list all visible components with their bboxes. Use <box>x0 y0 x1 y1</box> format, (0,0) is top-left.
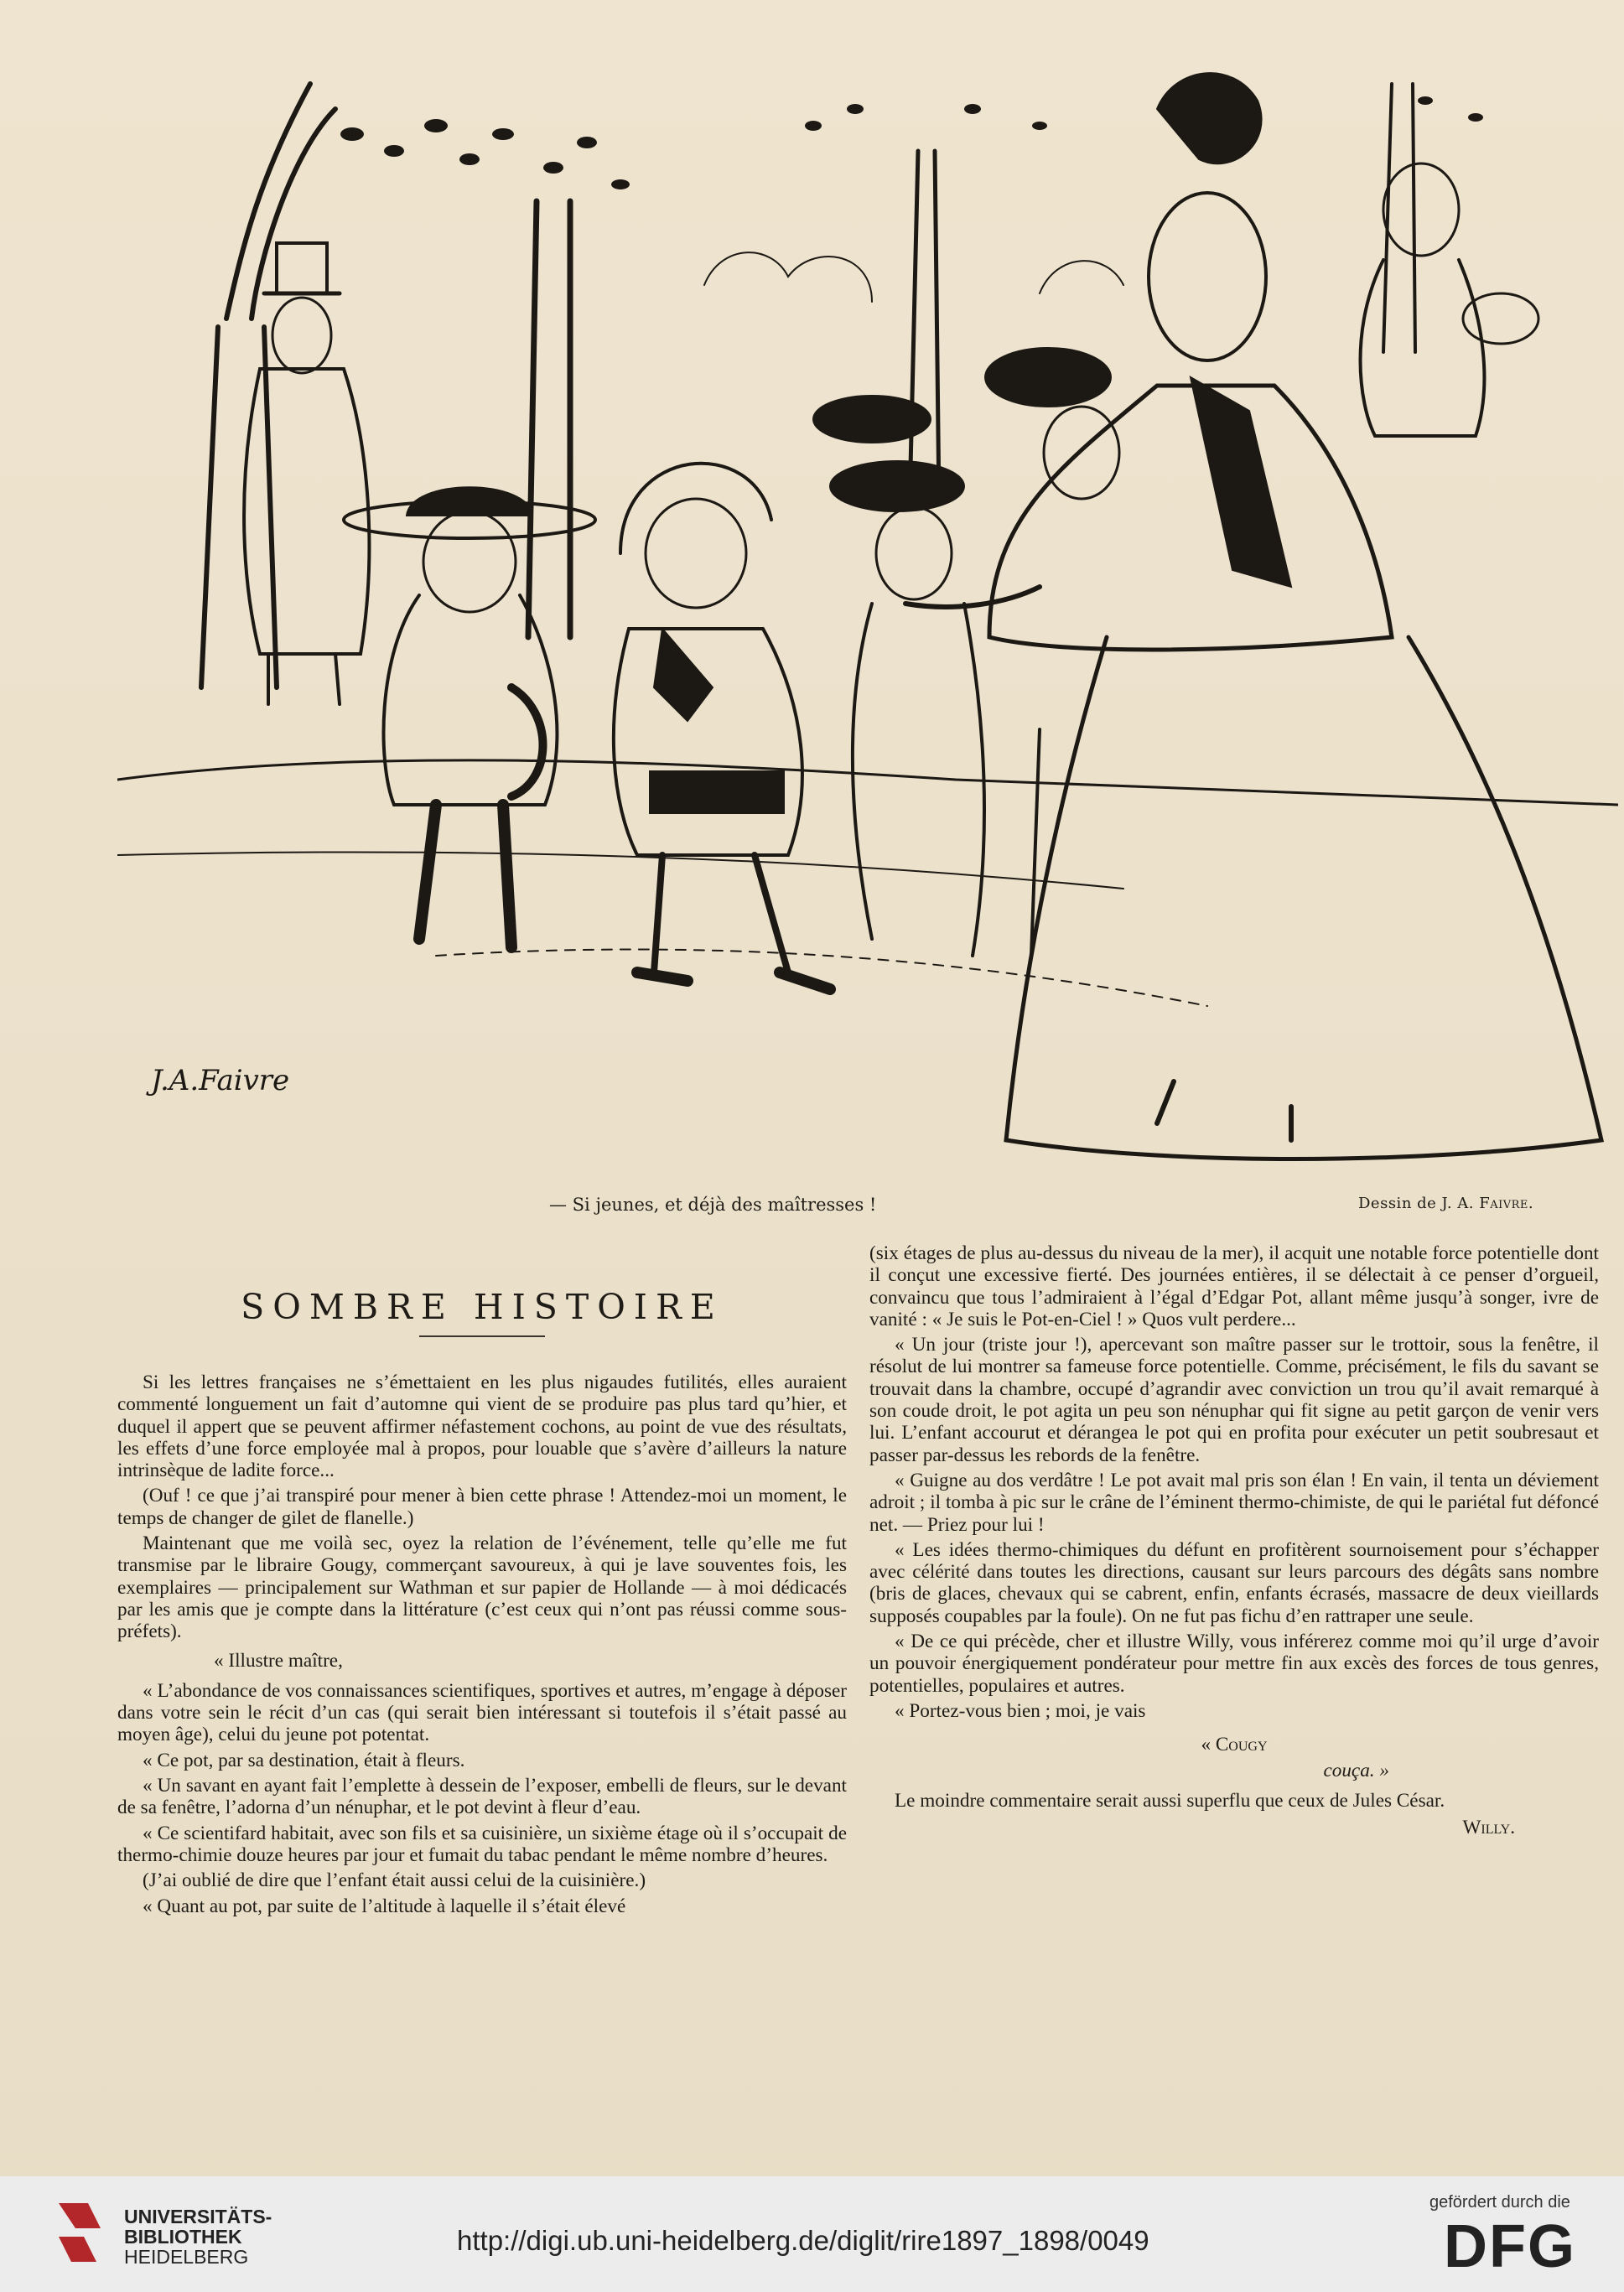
university-library-logo-icon <box>50 2195 109 2270</box>
institution-name <box>124 2206 272 2267</box>
right-paragraph: « Portez-vous bien ; moi, je vais <box>895 1699 1146 1722</box>
article-column-left <box>117 1372 847 1921</box>
left-paragraph: Si les lettres françaises ne s’émettaient en les plus nigaudes futilités, elles auraient commenté longuement un fait d’automne qui vient de se produire pas plus tard qu’hier, et duquel il appert que se peuvent affirmer néfastement cochons, au point de vue des résultats, les effets d’une force employée mal à propos, pour louable que s’avère d’ailleurs la nature intrinsèque de ladite force... <box>117 1372 847 1482</box>
illustration-credit <box>1358 1195 1533 1212</box>
funded-by-label: gefördert durch die <box>1429 2193 1570 2212</box>
dfg-logo: DFG <box>1444 2213 1576 2280</box>
right-paragraph: « Cougy <box>1201 1734 1268 1756</box>
right-paragraph: Willy. <box>1462 1817 1515 1839</box>
credit-prefix: Dessin de J. A. <box>1358 1195 1480 1212</box>
left-paragraph: « Ce scientifard habitait, avec son fils et sa cuisinière, un sixième étage où il s’occupait de thermo-chimie douze heures par jour et fumait du tabac pendant le même nombre d’heures. <box>117 1822 847 1866</box>
right-paragraph: « De ce qui précède, cher et illustre Willy, vous inférerez comme moi qu’il urge d’avoir un pouvoir énergiquement pondérateur pour mettre fin aux excès des forces de tous genres, potentielles, populaires et autres. <box>869 1631 1599 1697</box>
right-paragraph: Le moindre commentaire serait aussi superflu que ceux de Jules César. <box>895 1789 1445 1812</box>
institution-line-2: BIBLIOTHEK <box>124 2226 242 2248</box>
article-title: SOMBRE HISTOIRE <box>241 1287 724 1328</box>
illustration <box>117 50 1618 1174</box>
illustration-caption: — Si jeunes, et déjà des maîtresses ! <box>549 1195 877 1215</box>
left-paragraph: « Un savant en ayant fait l’emplette à dessein de l’exposer, embelli de fleurs, sur le devant de sa fenêtre, l’adorna d’un nénuphar, et le pot devint à fleur d’eau. <box>117 1775 847 1819</box>
right-paragraph: « Les idées thermo-chimiques du défunt en profitèrent sournoisement pour s’échapper avec célérité dans toutes les directions, causant sur leurs parcours des dégâts sans nombre (bris de glaces, chevaux qui se cabrent, enfin, enfants écrasés, massacre de deux vieillards supposés coupables par la foule). On ne fut pas fichu d’en rattraper une seule. <box>869 1538 1599 1627</box>
right-paragraph: « Guigne au dos verdâtre ! Le pot avait mal pris son élan ! En vain, il tenta un déviement adroit ; il tomba à pic sur le crâne de l’éminent thermo-chimiste, de qui le pariétal fut défoncé net. — Priez pour lui ! <box>869 1469 1599 1536</box>
left-paragraph: « Quant au pot, par suite de l’altitude à laquelle il s’était élevé <box>143 1895 626 1917</box>
permalink-url[interactable]: http://digi.ub.uni-heidelberg.de/diglit/rire1897_1898/0049 <box>457 2225 1149 2256</box>
left-paragraph: (Ouf ! ce que j’ai transpiré pour mener à bien cette phrase ! Attendez-moi un moment, le temps de changer de gilet de flanelle.) <box>117 1485 847 1529</box>
right-paragraph: (six étages de plus au-dessus du niveau de la mer), il acquit une notable force potentielle dont il conçut une excessive fierté. Des journées entières, il se délectait à ce penser d’orgueil, convaincu que tous l’admiraient à l’égal d’Edgar Pot, allant même jusqu’à songer, ivre de vanité : « Je suis le Pot-en-Ciel ! » Quos vult perdere... <box>869 1242 1599 1330</box>
left-paragraph: Maintenant que me voilà sec, oyez la relation de l’événement, telle qu’elle me fut transmise par le libraire Gougy, commerçant savoureux, à qui je lave souventes fois, les exemplaires — principalement sur Wathman et sur papier de Hollande — à moi dédicacés par les amis que je compte dans la littérature (c’est ceux qui n’ont pas réussi comme sous-préfets). <box>117 1532 847 1643</box>
credit-name: Faivre. <box>1479 1195 1534 1212</box>
institution-line-3: HEIDELBERG <box>124 2246 249 2268</box>
right-paragraph: couça. » <box>1323 1759 1389 1781</box>
artist-signature: J.A.Faivre <box>151 1064 290 1097</box>
digitization-footer <box>0 2176 1624 2292</box>
left-paragraph: (J’ai oublié de dire que l’enfant était aussi celui de la cuisinière.) <box>143 1869 646 1892</box>
article-column-right <box>869 1242 1599 1842</box>
left-paragraph: « Illustre maître, <box>214 1649 343 1672</box>
right-paragraph: « Un jour (triste jour !), apercevant son maître passer sur le trottoir, sous la fenêtre, il résolut de lui montrer sa fameuse force potentielle. Comme, précisément, le fils du savant se trouvait dans la chambre, occupé d’agrandir avec conviction un trou qu’il avait remarqué à son coude droit, le pot agita un peu son nénuphar qui fit signe au petit garçon de venir vers lui. L’enfant accourut et dérangea le pot qui en profita pour exécuter un petit soubresaut et passer par-dessus les rebords de la fenêtre. <box>869 1334 1599 1466</box>
left-paragraph: « L’abondance de vos connaissances scientifiques, sportives et autres, m’engage à déposer dans votre sein le récit d’un cas (qui serait bien intéressant si toutefois il s’était passé au moyen âge), celui du jeune pot potentat. <box>117 1679 847 1746</box>
institution-line-1: UNIVERSITÄTS- <box>124 2206 272 2227</box>
left-paragraph: « Ce pot, par sa destination, était à fleurs. <box>143 1749 465 1771</box>
title-divider <box>419 1335 545 1337</box>
